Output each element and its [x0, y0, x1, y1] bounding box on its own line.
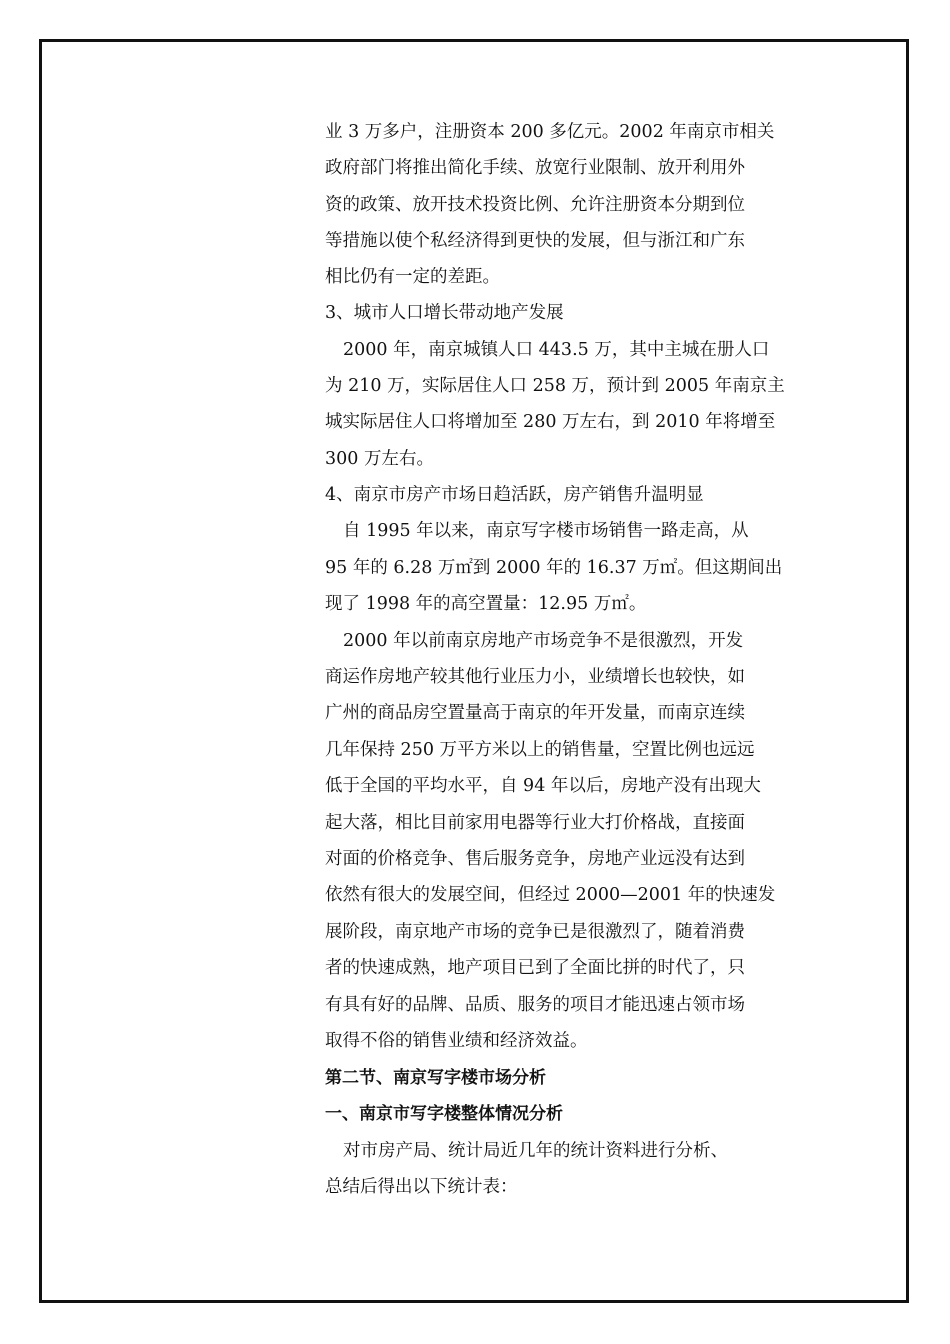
- text-line: 等措施以使个私经济得到更快的发展，但与浙江和广东: [325, 231, 745, 251]
- text-line: 总结后得出以下统计表：: [325, 1177, 518, 1197]
- text-line: 几年保持 250 万平方米以上的销售量，空置比例也远远: [325, 740, 755, 760]
- text-line: 现了 1998 年的高空置量：12.95 万㎡。: [325, 594, 647, 614]
- text-line: 业 3 万多户，注册资本 200 多亿元。2002 年南京市相关: [325, 122, 775, 142]
- subsection-heading: 一、南京市写字楼整体情况分析: [325, 1104, 563, 1124]
- text-line: 广州的商品房空置量高于南京的年开发量，而南京连续: [325, 703, 745, 723]
- text-line: 依然有很大的发展空间，但经过 2000—2001 年的快速发: [325, 885, 776, 905]
- text-line: 取得不俗的销售业绩和经济效益。: [325, 1031, 588, 1051]
- text-line: 95 年的 6.28 万㎡到 2000 年的 16.37 万㎡。但这期间出: [325, 558, 783, 578]
- text-line: 者的快速成熟，地产项目已到了全面比拼的时代了，只: [325, 958, 745, 978]
- text-line: 城实际居住人口将增加至 280 万左右，到 2010 年将增至: [325, 412, 776, 432]
- text-line: 自 1995 年以来，南京写字楼市场销售一路走高，从: [343, 521, 749, 541]
- text-line: 起大落，相比目前家用电器等行业大打价格战，直接面: [325, 813, 745, 833]
- list-heading: 3、城市人口增长带动地产发展: [325, 303, 564, 323]
- section-heading: 第二节、南京写字楼市场分析: [325, 1068, 546, 1088]
- text-line: 展阶段，南京地产市场的竞争已是很激烈了，随着消费: [325, 922, 745, 942]
- text-line: 有具有好的品牌、品质、服务的项目才能迅速占领市场: [325, 995, 745, 1015]
- text-line: 政府部门将推出简化手续、放宽行业限制、放开利用外: [325, 158, 745, 178]
- text-line: 资的政策、放开技术投资比例、允许注册资本分期到位: [325, 195, 745, 215]
- text-line: 对面的价格竞争、售后服务竞争，房地产业远没有达到: [325, 849, 745, 869]
- text-line: 2000 年，南京城镇人口 443.5 万，其中主城在册人口: [343, 340, 770, 360]
- text-line: 对市房产局、统计局近几年的统计资料进行分析、: [343, 1141, 728, 1161]
- text-line: 相比仍有一定的差距。: [325, 267, 500, 287]
- list-heading: 4、南京市房产市场日趋活跃，房产销售升温明显: [325, 485, 704, 505]
- text-line: 为 210 万，实际居住人口 258 万，预计到 2005 年南京主: [325, 376, 785, 396]
- text-line: 商运作房地产较其他行业压力小，业绩增长也较快，如: [325, 667, 745, 687]
- text-line: 低于全国的平均水平，自 94 年以后，房地产没有出现大: [325, 776, 761, 796]
- text-line: 300 万左右。: [325, 449, 434, 469]
- text-line: 2000 年以前南京房地产市场竞争不是很激烈，开发: [343, 631, 744, 651]
